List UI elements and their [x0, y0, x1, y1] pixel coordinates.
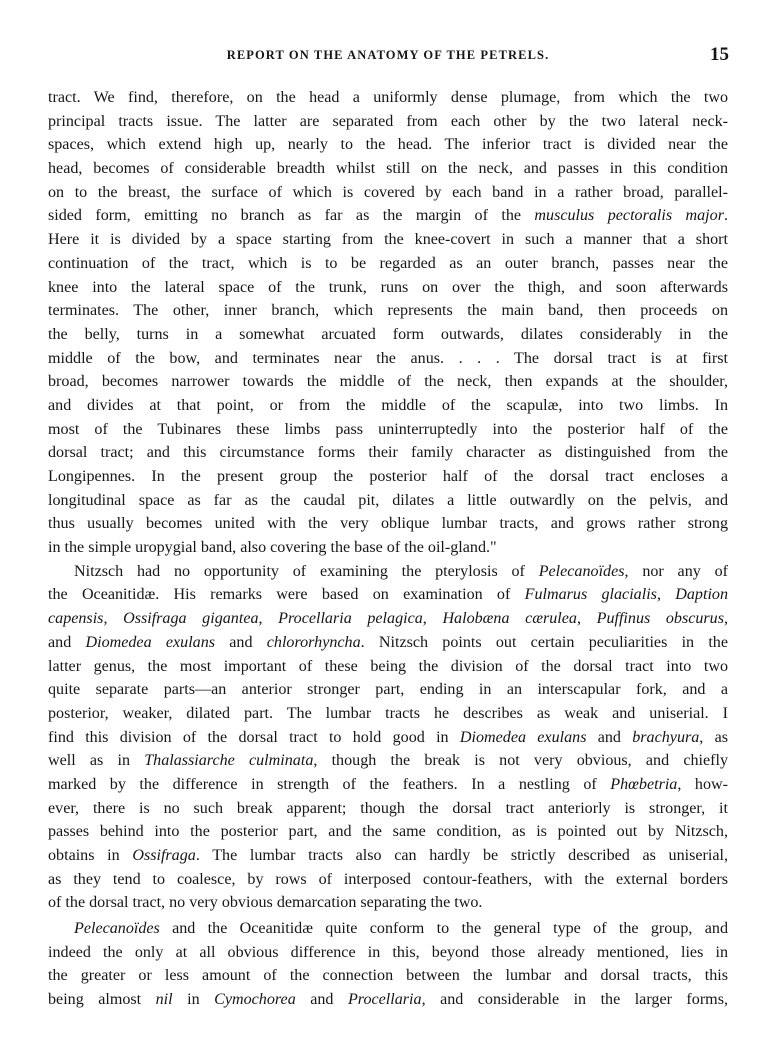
text-line — [48, 988, 728, 1012]
text-run: . The lumbar tracts also can hardly be strictly described as uniserial, — [195, 847, 728, 864]
italic-run: musculus pectoralis major — [534, 207, 724, 225]
text-run: the Oceanitidæ. His remarks were based on examination of — [48, 586, 525, 604]
italic-run: Fulmarus glacialis — [524, 586, 657, 604]
text-line — [48, 133, 728, 157]
text-line — [48, 204, 728, 228]
text-run: thus usually becomes united with the very oblique lumbar tracts, and grows rather strong — [48, 515, 728, 533]
text-line — [48, 844, 728, 868]
text-run: in — [172, 991, 215, 1009]
text-run: and divides at that point, or from the middle of the scapulæ, into two limbs. In — [48, 396, 728, 414]
text-line — [48, 276, 728, 300]
text-run: and the Oceanitidæ quite conform to the general type of the group, and — [159, 920, 728, 938]
text-run: , — [656, 586, 676, 604]
text-run: , nor any of — [624, 562, 728, 580]
body-text — [48, 86, 728, 1012]
text-line — [48, 749, 728, 773]
text-run: passes behind into the posterior part, and the same condition, as is pointed out by Nitzsch, — [48, 823, 728, 841]
italic-run: Thalassiarche culminata — [144, 752, 314, 770]
text-line — [48, 820, 728, 844]
text-run: longitudinal space as far as the caudal pit, dilates a little outwardly on the pelvis, and — [48, 491, 728, 509]
italic-run: Diomedea exulans — [85, 633, 216, 651]
text-line — [48, 323, 728, 347]
text-run: being almost — [48, 991, 156, 1009]
text-line — [48, 631, 728, 655]
text-run: , how- — [677, 775, 728, 793]
text-run: and — [215, 633, 267, 651]
text-run: and — [586, 728, 633, 746]
text-run: in the simple uropygial band, also covering the base of the oil-gland." — [48, 539, 497, 557]
text-line — [48, 941, 728, 965]
text-run: , as — [699, 728, 728, 746]
text-run: the belly, turns in a somewhat arcuated form outwards, dilates considerably in the — [48, 325, 728, 343]
text-run: ever, there is no such break apparent; though the dorsal tract anteriorly is stronger, it — [48, 799, 728, 817]
text-line — [48, 347, 728, 371]
text-run: head, becomes of considerable breadth whilst still on the neck, and passes in this condition — [48, 160, 728, 178]
italic-run: Cymochorea — [214, 991, 296, 1009]
text-line — [48, 773, 728, 797]
text-line — [48, 797, 728, 821]
text-line — [48, 86, 728, 110]
italic-run: Halobæna cærulea — [442, 610, 577, 628]
text-run: most of the Tubinares these limbs pass uninterruptedly into the posterior half of the — [48, 420, 728, 438]
italic-run: chlororhyncha — [266, 633, 361, 651]
text-line — [48, 110, 728, 134]
text-line — [48, 868, 728, 892]
text-run: and — [295, 991, 348, 1009]
italic-run: Pelecanoïdes — [538, 562, 625, 580]
text-run: sided form, emitting no branch as far as the margin of the — [48, 207, 535, 225]
text-run: latter genus, the most important of these being the division of the dorsal tract into two — [48, 657, 728, 675]
text-line — [48, 678, 728, 702]
text-run: of the dorsal tract, no very obvious demarcation separating the two. — [48, 894, 483, 912]
page-number: 15 — [710, 44, 729, 65]
italic-run: Ossifraga — [132, 847, 196, 864]
text-line — [48, 560, 728, 584]
text-run: , — [103, 610, 124, 628]
text-line — [48, 512, 728, 536]
text-run: Nitzsch had no opportunity of examining the pterylosis of — [74, 562, 539, 580]
italic-run: Diomedea exulans — [459, 728, 587, 746]
text-run: tract. We find, therefore, on the head a uniformly dense plumage, from which the two — [48, 89, 728, 106]
text-run: and — [48, 633, 86, 651]
italic-run: Daption — [675, 586, 728, 604]
text-run: , though the break is not very obvious, and chiefly — [313, 752, 728, 770]
text-run: dorsal tract; and this circumstance forms their family character as distinguished from the — [48, 444, 728, 462]
text-line — [48, 418, 728, 442]
text-line — [48, 964, 728, 988]
text-run: well as in — [48, 752, 145, 770]
text-line — [48, 726, 728, 750]
text-run: principal tracts issue. The latter are separated from each other by the two lateral neck- — [48, 112, 728, 130]
text-run: indeed the only at all obvious difference in this, beyond those already mentioned, lies in — [48, 943, 728, 961]
text-run: , — [422, 610, 443, 628]
text-line — [48, 252, 728, 276]
text-run: middle of the bow, and terminates near the anus. . . . The dorsal tract is at first — [48, 349, 728, 367]
text-run: Longipennes. In the present group the posterior half of the dorsal tract encloses a — [48, 468, 728, 485]
text-run: terminates. The other, inner branch, which represents the main band, then proceeds on — [48, 302, 728, 320]
text-line — [48, 583, 728, 607]
text-run: broad, becomes narrower towards the middle of the neck, then expands at the shoulder, — [48, 373, 728, 391]
text-run: continuation of the tract, which is to be regarded as an outer branch, passes near the — [48, 254, 728, 272]
text-run: the greater or less amount of the connection between the lumbar and dorsal tracts, this — [48, 967, 728, 985]
italic-run: nil — [155, 991, 173, 1009]
text-run: on to the breast, the surface of which is covered by each band in a rather broad, parallel- — [48, 183, 728, 201]
text-line — [48, 370, 728, 394]
text-run: posterior, weaker, dilated part. The lumbar tracts he describes as weak and uniserial. I — [48, 704, 728, 722]
text-line — [48, 157, 728, 181]
text-line — [48, 394, 728, 418]
text-run: , — [258, 610, 279, 628]
text-line — [48, 536, 728, 560]
text-line — [48, 607, 728, 631]
text-line — [48, 489, 728, 513]
text-run: quite separate parts—an anterior stronger part, ending in an interscapular fork, and a — [48, 681, 728, 699]
text-line — [48, 655, 728, 679]
italic-run: brachyura — [632, 728, 700, 746]
text-run: . — [723, 207, 728, 225]
italic-run: Procellaria pelagica — [278, 610, 423, 628]
text-run: , and considerable in the larger forms, — [421, 991, 728, 1009]
text-line — [48, 917, 728, 941]
page-header — [47, 44, 729, 68]
text-line — [48, 702, 728, 726]
italic-run: capensis — [48, 610, 104, 628]
text-run: marked by the difference in strength of the feathers. In a nestling of — [48, 775, 611, 793]
italic-run: Ossifraga gigantea — [123, 610, 259, 628]
text-run: knee into the lateral space of the trunk, runs on over the thigh, and soon afterwards — [48, 278, 728, 296]
text-run: obtains in — [48, 847, 133, 864]
text-line — [48, 441, 728, 465]
text-run: , — [576, 610, 597, 628]
text-run: , — [724, 610, 728, 628]
text-line — [48, 181, 728, 205]
text-run: spaces, which extend high up, nearly to the head. The inferior tract is divided near the — [48, 136, 728, 154]
italic-run: Phœbetria — [610, 775, 678, 793]
text-run: Here it is divided by a space starting from the knee-covert in such a manner that a short — [48, 231, 728, 249]
text-run: . Nitzsch points out certain peculiarities in the — [360, 633, 728, 651]
text-line — [48, 299, 728, 323]
running-head: REPORT ON THE ANATOMY OF THE PETRELS. — [226, 48, 550, 62]
text-run: find this division of the dorsal tract to hold good in — [48, 728, 460, 746]
italic-run: Pelecanoïdes — [74, 920, 160, 938]
italic-run: Procellaria — [347, 991, 422, 1009]
text-line — [48, 228, 728, 252]
text-run: as they tend to coalesce, by rows of interposed contour-feathers, with the external borders — [48, 870, 728, 888]
text-line — [48, 465, 728, 489]
italic-run: Puffinus obscurus — [596, 610, 724, 628]
text-line — [48, 891, 728, 915]
